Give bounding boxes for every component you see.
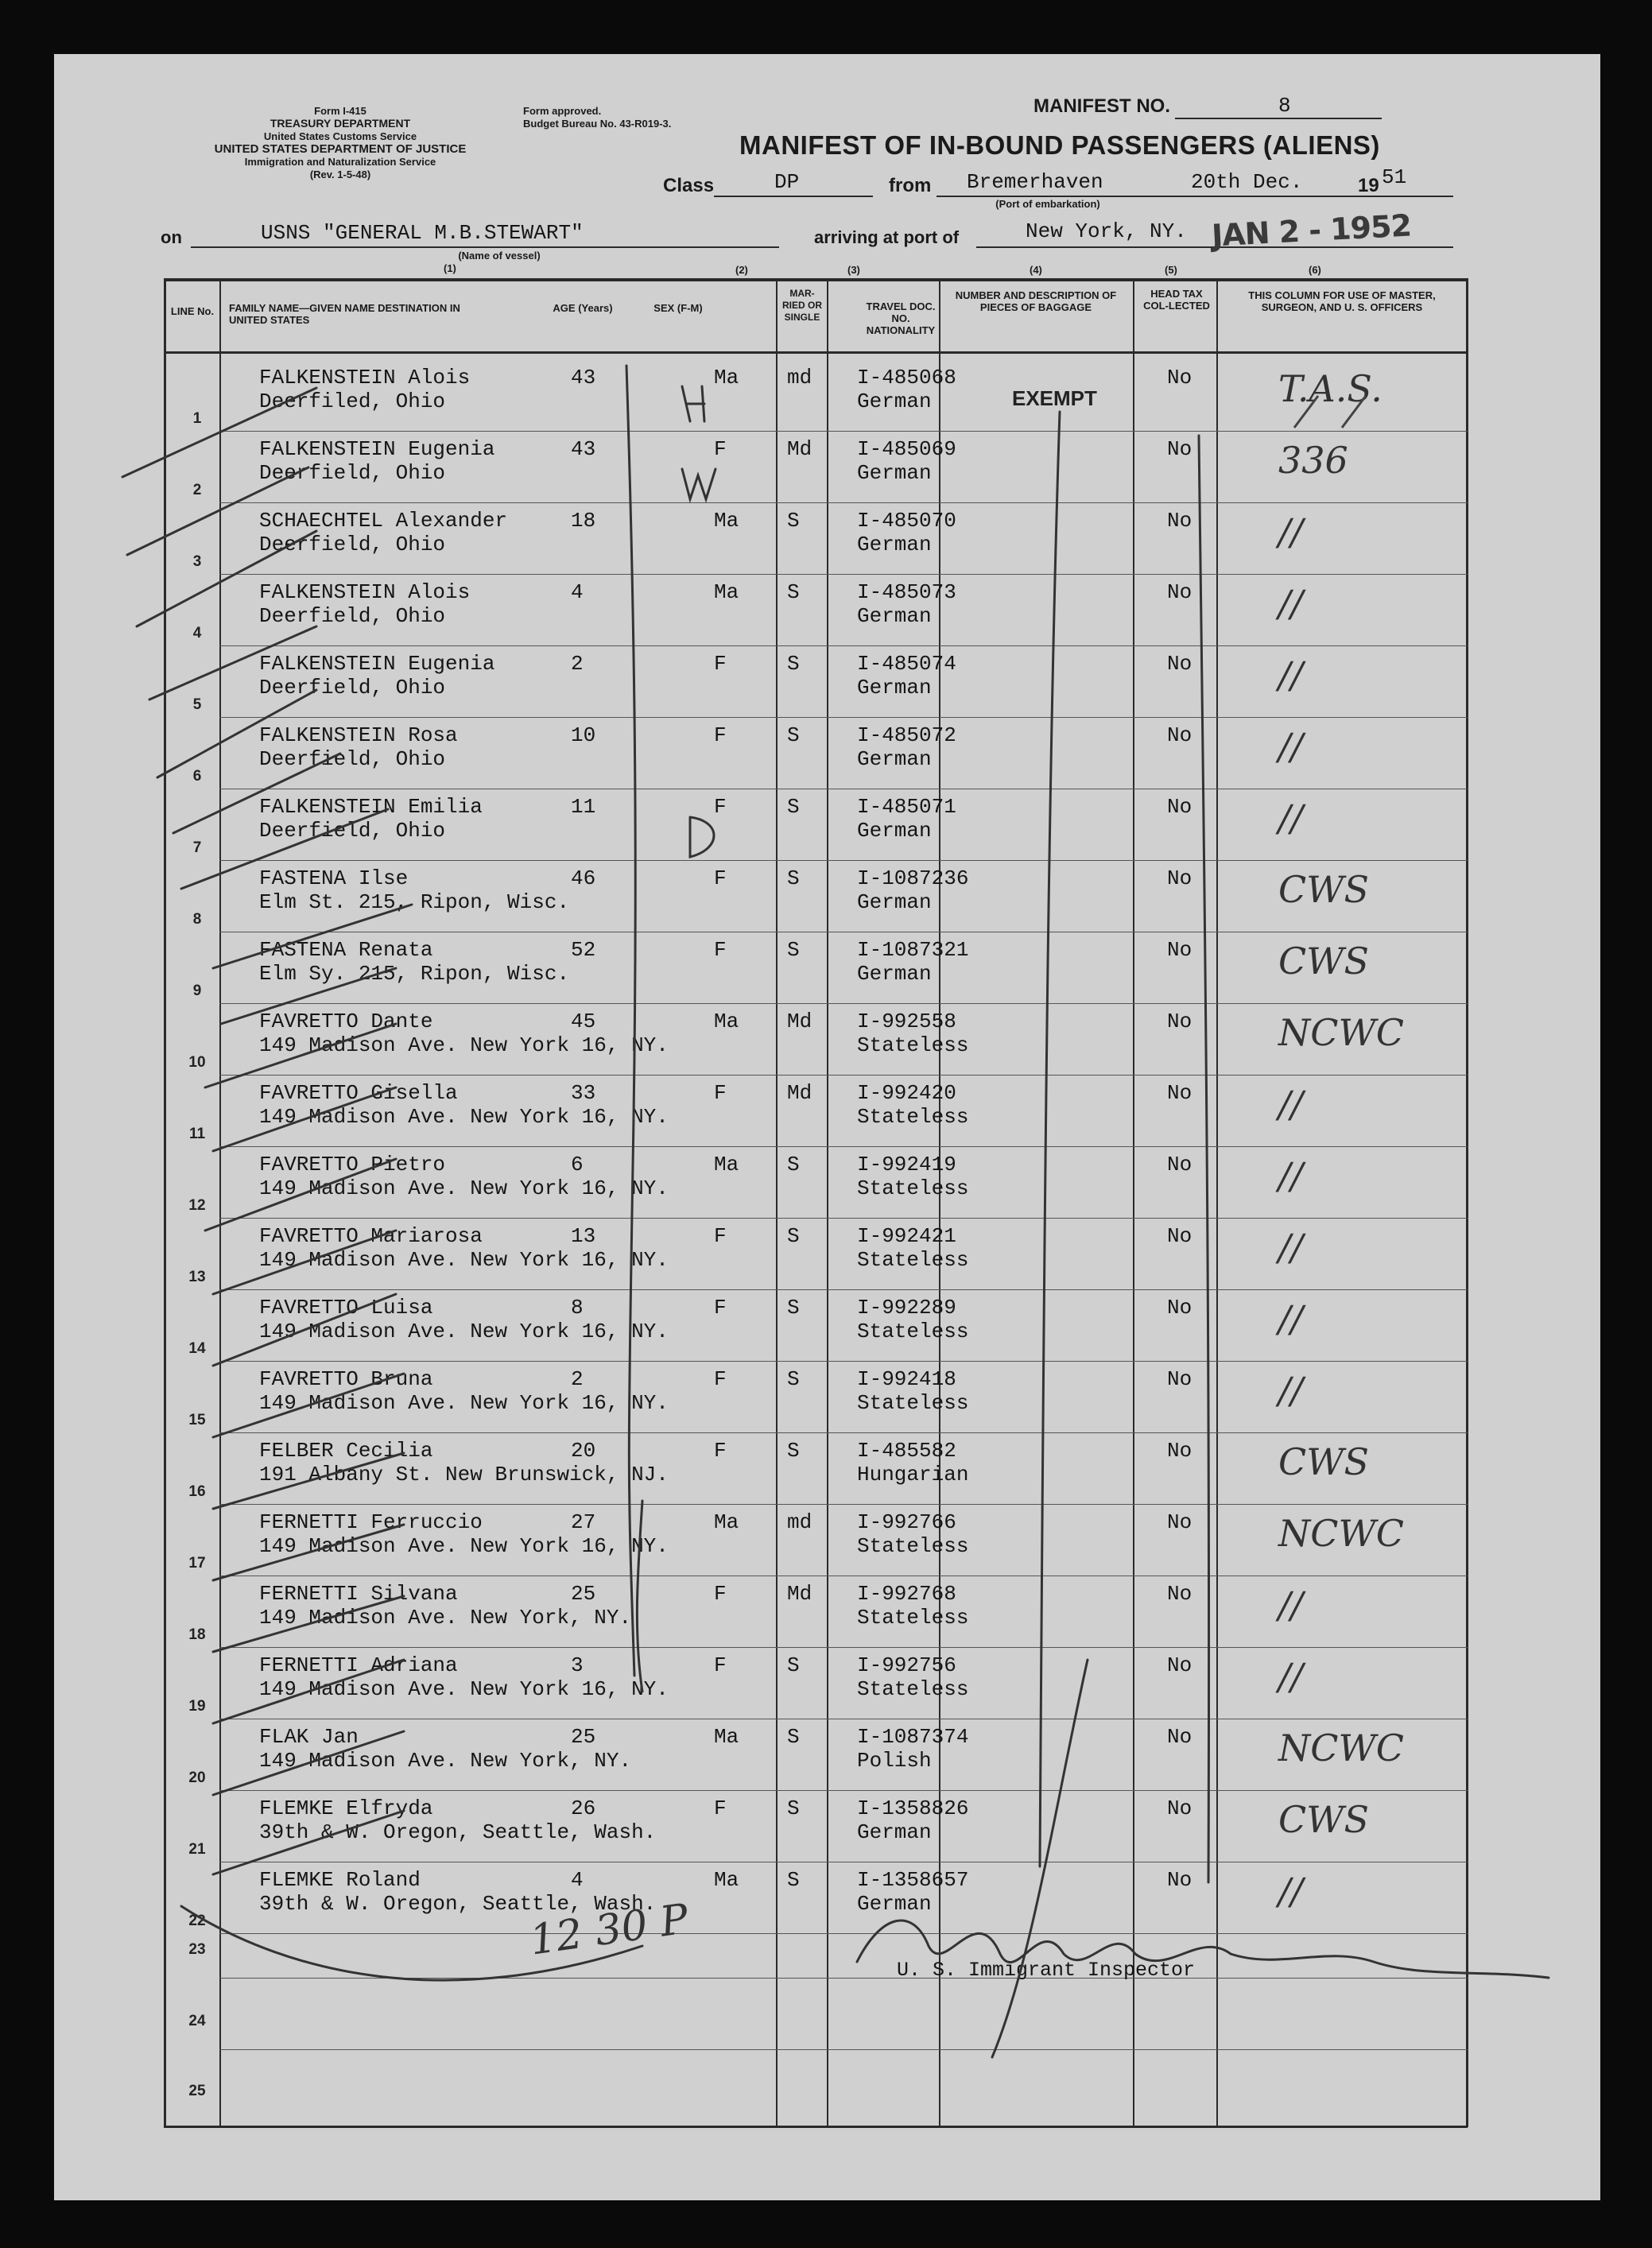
header-baggage: NUMBER AND DESCRIPTION OF PIECES OF BAGGAGE	[955, 289, 1117, 313]
passenger-name: SCHAECHTEL Alexander	[259, 509, 508, 533]
travel-doc-number: I-485071	[857, 795, 956, 819]
manifest-page	[54, 54, 1600, 2200]
passenger-sex: F	[714, 437, 727, 461]
travel-doc-number: I-992766	[857, 1510, 956, 1534]
officer-note: //	[1278, 1083, 1303, 1126]
row-line-number: 20	[188, 1769, 206, 1786]
passenger-age: 25	[571, 1725, 596, 1749]
passenger-destination: 149 Madison Ave. New York 16, NY.	[259, 1391, 669, 1415]
officer-note: //	[1278, 510, 1303, 553]
travel-doc-number: I-485074	[857, 652, 956, 676]
passenger-destination: 39th & W. Oregon, Seattle, Wash.	[259, 1892, 657, 1916]
passenger-destination: 149 Madison Ave. New York 16, NY.	[259, 1105, 669, 1129]
passenger-name: FASTENA Ilse	[259, 866, 409, 890]
customs-service: United States Customs Service	[263, 130, 417, 142]
travel-doc-number: I-1087321	[857, 938, 969, 962]
passenger-marital-status: Md	[787, 1081, 812, 1105]
officer-note: //	[1278, 582, 1303, 625]
head-tax-collected: No	[1167, 1582, 1192, 1606]
travel-doc-number: I-1087236	[857, 866, 969, 890]
passenger-name: FASTENA Renata	[259, 938, 433, 962]
head-tax-collected: No	[1167, 723, 1192, 747]
head-tax-collected: No	[1167, 1010, 1192, 1033]
passenger-destination: Deerfiled, Ohio	[259, 390, 446, 413]
officer-note: CWS	[1278, 1440, 1369, 1483]
passenger-marital-status: S	[787, 1868, 800, 1892]
row-line-number: 15	[188, 1412, 206, 1428]
travel-doc-number: I-1087374	[857, 1725, 969, 1749]
passenger-destination: Deerfield, Ohio	[259, 461, 446, 485]
travel-doc-number: I-485073	[857, 580, 956, 604]
passenger-destination: Deerfield, Ohio	[259, 604, 446, 628]
officer-note: //	[1278, 796, 1303, 839]
head-tax-collected: No	[1167, 366, 1192, 390]
header-married: MAR-RIED OR SINGLE	[781, 288, 822, 323]
passenger-destination: 149 Madison Ave. New York 16, NY.	[259, 1176, 669, 1200]
passenger-sex: Ma	[714, 580, 739, 604]
passenger-nationality: Stateless	[857, 1677, 969, 1701]
passenger-sex: Ma	[714, 1010, 739, 1033]
passenger-marital-status: Md	[787, 1582, 812, 1606]
officer-note: T.A.S.	[1278, 367, 1382, 410]
on-label: on	[161, 227, 182, 247]
passenger-name: FALKENSTEIN Emilia	[259, 795, 483, 819]
year-value: 51	[1382, 165, 1407, 189]
passenger-nationality: German	[857, 461, 932, 485]
passenger-destination: Elm Sy. 215, Ripon, Wisc.	[259, 962, 570, 986]
passenger-destination: 149 Madison Ave. New York 16, NY.	[259, 1677, 669, 1701]
officer-note: CWS	[1278, 1798, 1369, 1841]
passenger-sex: F	[714, 866, 727, 890]
officer-note: //	[1278, 1369, 1303, 1412]
passenger-age: 2	[571, 652, 584, 676]
passenger-sex: Ma	[714, 509, 739, 533]
officer-note: NCWC	[1278, 1727, 1404, 1769]
passenger-marital-status: S	[787, 1153, 800, 1176]
head-tax-collected: No	[1167, 509, 1192, 533]
officer-note: 336	[1278, 439, 1348, 482]
passenger-nationality: German	[857, 390, 932, 413]
passenger-destination: Elm St. 215, Ripon, Wisc.	[259, 890, 570, 914]
row-line-number: 18	[188, 1626, 206, 1643]
row-line-number: 6	[192, 768, 202, 785]
passenger-sex: Ma	[714, 1153, 739, 1176]
row-line-number: 12	[188, 1197, 206, 1214]
head-tax-collected: No	[1167, 437, 1192, 461]
passenger-marital-status: S	[787, 1653, 800, 1677]
passenger-name: FALKENSTEIN Eugenia	[259, 652, 495, 676]
travel-doc-number: I-992289	[857, 1296, 956, 1320]
passenger-marital-status: S	[787, 795, 800, 819]
head-tax-collected: No	[1167, 1224, 1192, 1248]
travel-doc-number: I-992419	[857, 1153, 956, 1176]
officer-note: //	[1278, 1226, 1303, 1269]
travel-doc-number: I-992420	[857, 1081, 956, 1105]
passenger-age: 26	[571, 1796, 596, 1820]
col-number: (2)	[735, 264, 748, 276]
passenger-marital-status: S	[787, 1367, 800, 1391]
treasury-dept: TREASURY DEPARTMENT	[270, 117, 411, 130]
manifest-no-value: 8	[1278, 94, 1291, 118]
head-tax-collected: No	[1167, 1868, 1192, 1892]
manifest-no-label: MANIFEST NO.	[1033, 95, 1170, 117]
form-approved: Form approved.	[523, 105, 602, 117]
col-number: (1)	[444, 262, 456, 274]
passenger-name: FLEMKE Roland	[259, 1868, 421, 1892]
officer-note: CWS	[1278, 868, 1369, 911]
travel-doc-number: I-992418	[857, 1367, 956, 1391]
passenger-name: FERNETTI Silvana	[259, 1582, 458, 1606]
head-tax-collected: No	[1167, 580, 1192, 604]
head-tax-collected: No	[1167, 795, 1192, 819]
row-line-number: 14	[188, 1340, 206, 1357]
revision: (Rev. 1-5-48)	[309, 169, 371, 180]
header-officers: THIS COLUMN FOR USE OF MASTER, SURGEON, AND U. S. OFFICERS	[1248, 289, 1436, 313]
passenger-name: FALKENSTEIN Rosa	[259, 723, 458, 747]
passenger-destination: 149 Madison Ave. New York 16, NY.	[259, 1248, 669, 1272]
travel-doc-number: I-485069	[857, 437, 956, 461]
officer-note: //	[1278, 1655, 1303, 1698]
passenger-age: 4	[571, 580, 584, 604]
passenger-age: 13	[571, 1224, 596, 1248]
col-number: (3)	[847, 264, 860, 276]
officer-note: CWS	[1278, 940, 1369, 983]
header-age: AGE (Years)	[553, 302, 613, 314]
passenger-nationality: Stateless	[857, 1391, 969, 1415]
form-number: Form I-415	[314, 105, 366, 117]
travel-doc-number: I-992558	[857, 1010, 956, 1033]
from-label: from	[889, 175, 932, 196]
header-line-no: LINE No.	[170, 305, 215, 317]
passenger-sex: F	[714, 1582, 727, 1606]
passenger-sex: Ma	[714, 366, 739, 390]
row-line-number: 16	[188, 1483, 206, 1500]
officer-note: //	[1278, 1870, 1303, 1913]
year-prefix: 19	[1358, 175, 1379, 196]
col-number: (5)	[1165, 264, 1177, 276]
time-note: 12 30 P	[526, 1895, 692, 1965]
row-line-number: 17	[188, 1555, 206, 1572]
travel-doc-number: I-992421	[857, 1224, 956, 1248]
passenger-age: 43	[571, 366, 596, 390]
head-tax-collected: No	[1167, 1653, 1192, 1677]
officer-note: //	[1278, 725, 1303, 768]
passenger-age: 27	[571, 1510, 596, 1534]
head-tax-collected: No	[1167, 1296, 1192, 1320]
baggage-exempt-stamp: EXEMPT	[1012, 386, 1097, 410]
passenger-name: FALKENSTEIN Eugenia	[259, 437, 495, 461]
class-value: DP	[774, 170, 800, 194]
passenger-name: FAVRETTO Bruna	[259, 1367, 433, 1391]
head-tax-collected: No	[1167, 1367, 1192, 1391]
passenger-name: FAVRETTO Pietro	[259, 1153, 446, 1176]
passenger-nationality: German	[857, 604, 932, 628]
travel-doc-number: I-485582	[857, 1439, 956, 1463]
passenger-destination: Deerfield, Ohio	[259, 819, 446, 843]
passenger-marital-status: S	[787, 580, 800, 604]
passenger-name: FLEMKE Elfryda	[259, 1796, 433, 1820]
row-line-number: 23	[188, 1941, 206, 1958]
passenger-age: 33	[571, 1081, 596, 1105]
passenger-sex: F	[714, 1796, 727, 1820]
passenger-marital-status: S	[787, 723, 800, 747]
arrival-date-stamp: JAN 2 - 1952	[1211, 207, 1412, 254]
passenger-name: FLAK Jan	[259, 1725, 359, 1749]
head-tax-collected: No	[1167, 1796, 1192, 1820]
officer-note: NCWC	[1278, 1512, 1404, 1555]
passenger-nationality: Hungarian	[857, 1463, 969, 1486]
arriving-label: arriving at port of	[814, 227, 960, 247]
passenger-nationality: German	[857, 533, 932, 556]
passenger-marital-status: md	[787, 366, 812, 390]
passenger-sex: F	[714, 652, 727, 676]
passenger-sex: F	[714, 723, 727, 747]
passenger-destination: Deerfield, Ohio	[259, 676, 446, 700]
officer-note: //	[1278, 653, 1303, 696]
passenger-age: 4	[571, 1868, 584, 1892]
vessel-name: USNS "GENERAL M.B.STEWART"	[261, 221, 584, 245]
passenger-destination: Deerfield, Ohio	[259, 747, 446, 771]
passenger-age: 46	[571, 866, 596, 890]
passenger-nationality: German	[857, 747, 932, 771]
row-line-number: 4	[192, 625, 202, 641]
passenger-name: FALKENSTEIN Alois	[259, 580, 471, 604]
head-tax-collected: No	[1167, 1153, 1192, 1176]
travel-doc-number: I-485072	[857, 723, 956, 747]
head-tax-collected: No	[1167, 1081, 1192, 1105]
passenger-name: FALKENSTEIN Alois	[259, 366, 471, 390]
passenger-marital-status: Md	[787, 1010, 812, 1033]
embarkation-port: Bremerhaven	[967, 170, 1103, 194]
passenger-name: FAVRETTO Gisella	[259, 1081, 458, 1105]
passenger-name: FAVRETTO Dante	[259, 1010, 433, 1033]
passenger-age: 45	[571, 1010, 596, 1033]
passenger-sex: F	[714, 1439, 727, 1463]
passenger-nationality: Stateless	[857, 1176, 969, 1200]
passenger-nationality: Stateless	[857, 1320, 969, 1343]
passenger-nationality: Stateless	[857, 1248, 969, 1272]
officer-note: //	[1278, 1583, 1303, 1626]
travel-doc-number: I-992756	[857, 1653, 956, 1677]
header-sex: SEX (F-M)	[653, 302, 703, 314]
row-line-number: 19	[188, 1698, 206, 1715]
passenger-nationality: Polish	[857, 1749, 932, 1773]
row-line-number: 22	[188, 1913, 206, 1929]
passenger-marital-status: md	[787, 1510, 812, 1534]
passenger-age: 43	[571, 437, 596, 461]
passenger-nationality: German	[857, 1892, 932, 1916]
passenger-name: FERNETTI Ferruccio	[259, 1510, 483, 1534]
passenger-nationality: German	[857, 1820, 932, 1844]
passenger-sex: Ma	[714, 1510, 739, 1534]
passenger-name: FERNETTI Adriana	[259, 1653, 458, 1677]
row-line-number: 25	[188, 2083, 206, 2099]
passenger-marital-status: Md	[787, 437, 812, 461]
travel-doc-number: I-485070	[857, 509, 956, 533]
passenger-sex: F	[714, 795, 727, 819]
head-tax-collected: No	[1167, 938, 1192, 962]
handwriting-overlay	[54, 54, 1600, 2200]
passenger-nationality: German	[857, 962, 932, 986]
travel-doc-number: I-1358657	[857, 1868, 969, 1892]
document-title: MANIFEST OF IN-BOUND PASSENGERS (ALIENS)	[739, 130, 1380, 160]
row-line-number: 1	[192, 410, 202, 427]
passenger-marital-status: S	[787, 1439, 800, 1463]
passenger-age: 10	[571, 723, 596, 747]
col-number: (6)	[1309, 264, 1321, 276]
officer-note: NCWC	[1278, 1011, 1404, 1054]
passenger-name: FELBER Cecilia	[259, 1439, 433, 1463]
passenger-destination: 39th & W. Oregon, Seattle, Wash.	[259, 1820, 657, 1844]
travel-doc-number: I-992768	[857, 1582, 956, 1606]
header-name: FAMILY NAME—GIVEN NAME DESTINATION IN UNITED STATES	[229, 302, 460, 326]
passenger-age: 3	[571, 1653, 584, 1677]
passenger-destination: 191 Albany St. New Brunswick, NJ.	[259, 1463, 669, 1486]
travel-doc-number: I-485068	[857, 366, 956, 390]
passenger-age: 18	[571, 509, 596, 533]
passenger-age: 11	[571, 795, 596, 819]
passenger-sex: F	[714, 1081, 727, 1105]
passenger-nationality: Stateless	[857, 1534, 969, 1558]
header-travel-doc: TRAVEL DOC. NO. NATIONALITY	[866, 300, 936, 336]
passenger-marital-status: S	[787, 1796, 800, 1820]
header-head-tax: HEAD TAX COL-LECTED	[1143, 288, 1210, 312]
passenger-age: 2	[571, 1367, 584, 1391]
passenger-age: 6	[571, 1153, 584, 1176]
row-line-number: 8	[192, 911, 202, 928]
passenger-name: FAVRETTO Luisa	[259, 1296, 433, 1320]
passenger-destination: 149 Madison Ave. New York, NY.	[259, 1749, 632, 1773]
passenger-nationality: German	[857, 676, 932, 700]
justice-dept: UNITED STATES DEPARTMENT OF JUSTICE	[214, 142, 467, 156]
head-tax-collected: No	[1167, 1725, 1192, 1749]
head-tax-collected: No	[1167, 1510, 1192, 1534]
passenger-age: 20	[571, 1439, 596, 1463]
passenger-name: FAVRETTO Mariarosa	[259, 1224, 483, 1248]
passenger-sex: Ma	[714, 1725, 739, 1749]
passenger-sex: F	[714, 1367, 727, 1391]
passenger-marital-status: S	[787, 509, 800, 533]
passenger-marital-status: S	[787, 866, 800, 890]
departure-date: 20th Dec.	[1191, 170, 1303, 194]
passenger-destination: 149 Madison Ave. New York 16, NY.	[259, 1320, 669, 1343]
col-number: (4)	[1030, 264, 1042, 276]
passenger-marital-status: S	[787, 1725, 800, 1749]
row-line-number: 21	[188, 1841, 206, 1858]
ins-service: Immigration and Naturalization Service	[244, 156, 436, 168]
officer-note: //	[1278, 1297, 1303, 1340]
passenger-destination: Deerfield, Ohio	[259, 533, 446, 556]
passenger-nationality: German	[857, 890, 932, 914]
row-line-number: 2	[192, 482, 202, 498]
passenger-nationality: Stateless	[857, 1105, 969, 1129]
passenger-marital-status: S	[787, 1296, 800, 1320]
passenger-nationality: German	[857, 819, 932, 843]
row-line-number: 11	[188, 1126, 206, 1142]
row-line-number: 7	[192, 839, 202, 856]
passenger-age: 25	[571, 1582, 596, 1606]
passenger-nationality: Stateless	[857, 1606, 969, 1630]
travel-doc-number: I-1358826	[857, 1796, 969, 1820]
head-tax-collected: No	[1167, 1439, 1192, 1463]
passenger-nationality: Stateless	[857, 1033, 969, 1057]
class-label: Class	[663, 175, 715, 196]
row-line-number: 10	[188, 1054, 206, 1071]
row-line-number: 9	[192, 983, 202, 999]
passenger-marital-status: S	[787, 1224, 800, 1248]
passenger-destination: 149 Madison Ave. New York 16, NY.	[259, 1033, 669, 1057]
budget-bureau: Budget Bureau No. 43-R019-3.	[523, 118, 672, 130]
passenger-destination: 149 Madison Ave. New York, NY.	[259, 1606, 632, 1630]
embarkation-note: (Port of embarkation)	[995, 198, 1100, 210]
arrival-port: New York, NY.	[1026, 219, 1187, 243]
row-line-number: 5	[192, 696, 202, 713]
passenger-sex: F	[714, 1296, 727, 1320]
officer-note: //	[1278, 1154, 1303, 1197]
inspector-label: U. S. Immigrant Inspector	[897, 1959, 1196, 1982]
passenger-marital-status: S	[787, 938, 800, 962]
row-line-number: 3	[192, 553, 202, 570]
passenger-age: 8	[571, 1296, 584, 1320]
vessel-note: (Name of vessel)	[458, 250, 541, 262]
passenger-age: 52	[571, 938, 596, 962]
row-line-number: 24	[188, 2013, 206, 2029]
passenger-sex: F	[714, 1224, 727, 1248]
passenger-destination: 149 Madison Ave. New York 16, NY.	[259, 1534, 669, 1558]
passenger-sex: F	[714, 1653, 727, 1677]
head-tax-collected: No	[1167, 866, 1192, 890]
head-tax-collected: No	[1167, 652, 1192, 676]
passenger-marital-status: S	[787, 652, 800, 676]
passenger-sex: Ma	[714, 1868, 739, 1892]
passenger-sex: F	[714, 938, 727, 962]
row-line-number: 13	[188, 1269, 206, 1285]
